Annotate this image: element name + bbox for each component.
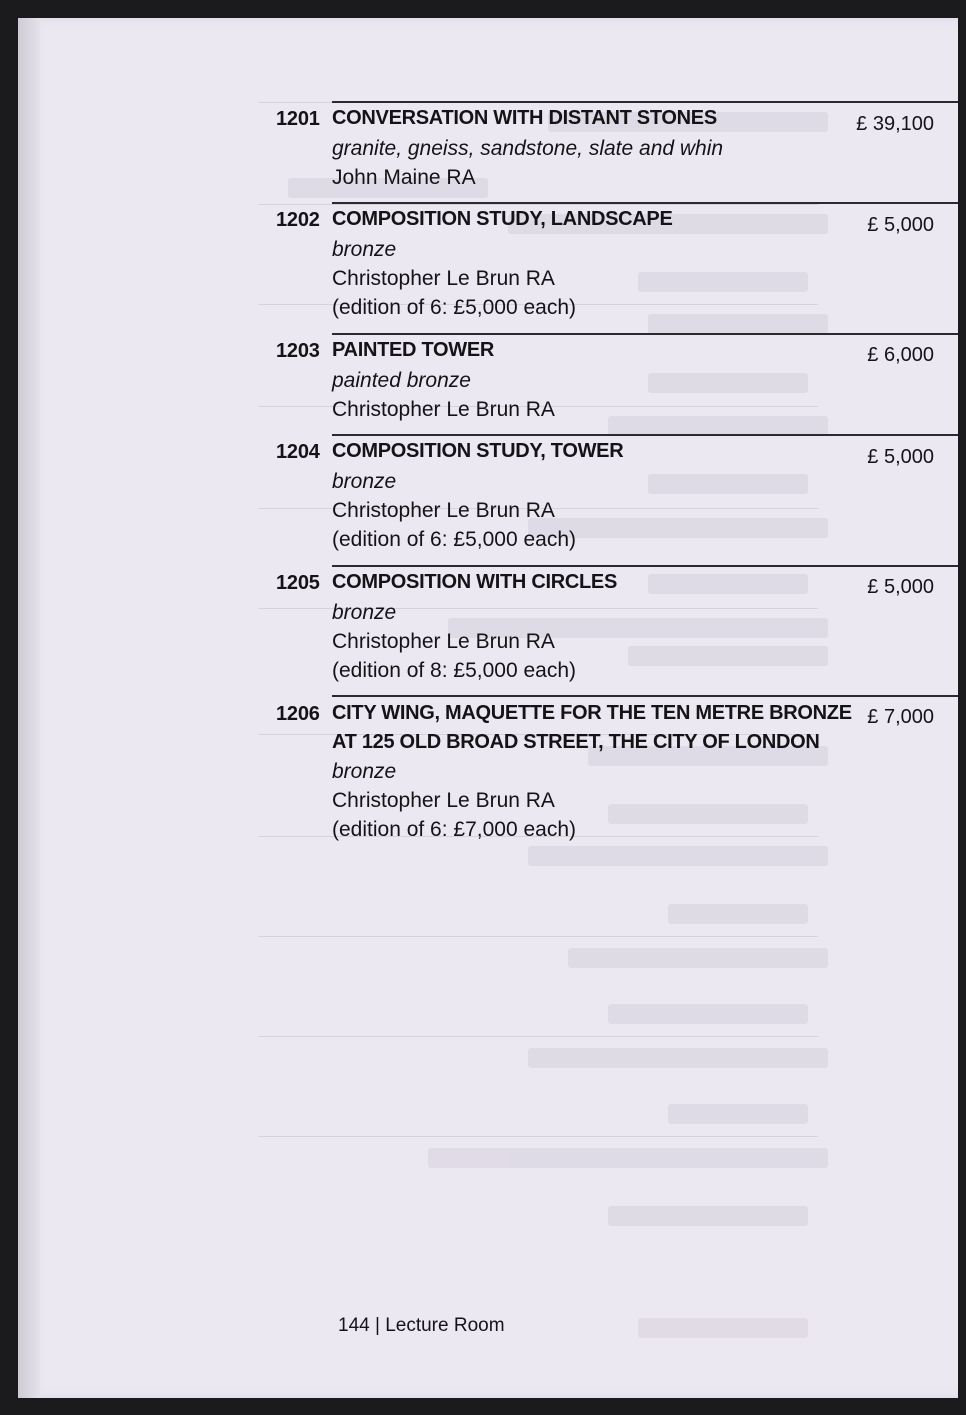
lot-title: COMPOSITION STUDY, TOWER xyxy=(332,440,624,462)
lot-artist: Christopher Le Brun RA xyxy=(332,789,555,812)
lot-number: 1205 xyxy=(276,572,320,594)
page-number: 144 xyxy=(338,1315,370,1336)
lot-number: 1206 xyxy=(276,703,320,725)
lot-title: CONVERSATION WITH DISTANT STONES xyxy=(332,107,717,129)
lot-edition: (edition of 6: £7,000 each) xyxy=(332,818,577,841)
lot-price: £ 5,000 xyxy=(867,576,934,598)
lot-artist: Christopher Le Brun RA xyxy=(332,267,555,290)
entry-divider xyxy=(332,695,958,697)
lot-title: PAINTED TOWER xyxy=(332,339,495,361)
lot-medium: bronze xyxy=(332,760,397,783)
lot-title-line-1: CITY WING, MAQUETTE FOR THE TEN METRE BRONZE xyxy=(332,702,852,724)
lot-price: £ 39,100 xyxy=(856,113,934,135)
footer-separator: | xyxy=(374,1315,380,1336)
page-footer xyxy=(338,1315,505,1337)
lot-medium: granite, gneiss, sandstone, slate and whin xyxy=(332,137,724,160)
lot-artist: Christopher Le Brun RA xyxy=(332,630,555,653)
lot-artist: Christopher Le Brun RA xyxy=(332,398,555,421)
lot-number: 1204 xyxy=(276,441,320,463)
lot-price: £ 5,000 xyxy=(867,214,934,236)
lot-medium: bronze xyxy=(332,238,397,261)
entry-divider xyxy=(332,333,958,335)
entry-divider xyxy=(332,202,958,204)
lot-number: 1201 xyxy=(276,108,320,130)
lot-edition: (edition of 8: £5,000 each) xyxy=(332,659,577,682)
lot-number: 1202 xyxy=(276,209,320,231)
lot-medium: painted bronze xyxy=(332,369,471,392)
lot-edition: (edition of 6: £5,000 each) xyxy=(332,296,577,319)
lot-price: £ 7,000 xyxy=(867,706,934,728)
lot-artist: John Maine RA xyxy=(332,166,476,189)
lot-edition: (edition of 6: £5,000 each) xyxy=(332,528,577,551)
lot-list xyxy=(18,18,958,1398)
entry-divider xyxy=(332,434,958,436)
lot-price: £ 6,000 xyxy=(867,344,934,366)
lot-title-line-2: AT 125 OLD BROAD STREET, THE CITY OF LONDON xyxy=(332,731,820,753)
entry-divider xyxy=(332,565,958,567)
section-name: Lecture Room xyxy=(385,1315,505,1336)
catalogue-page xyxy=(18,18,958,1398)
entry-divider xyxy=(332,101,958,103)
lot-price: £ 5,000 xyxy=(867,446,934,468)
lot-medium: bronze xyxy=(332,601,397,624)
lot-artist: Christopher Le Brun RA xyxy=(332,499,555,522)
lot-number: 1203 xyxy=(276,340,320,362)
lot-title: COMPOSITION STUDY, LANDSCAPE xyxy=(332,208,673,230)
lot-medium: bronze xyxy=(332,470,397,493)
lot-title: COMPOSITION WITH CIRCLES xyxy=(332,571,618,593)
